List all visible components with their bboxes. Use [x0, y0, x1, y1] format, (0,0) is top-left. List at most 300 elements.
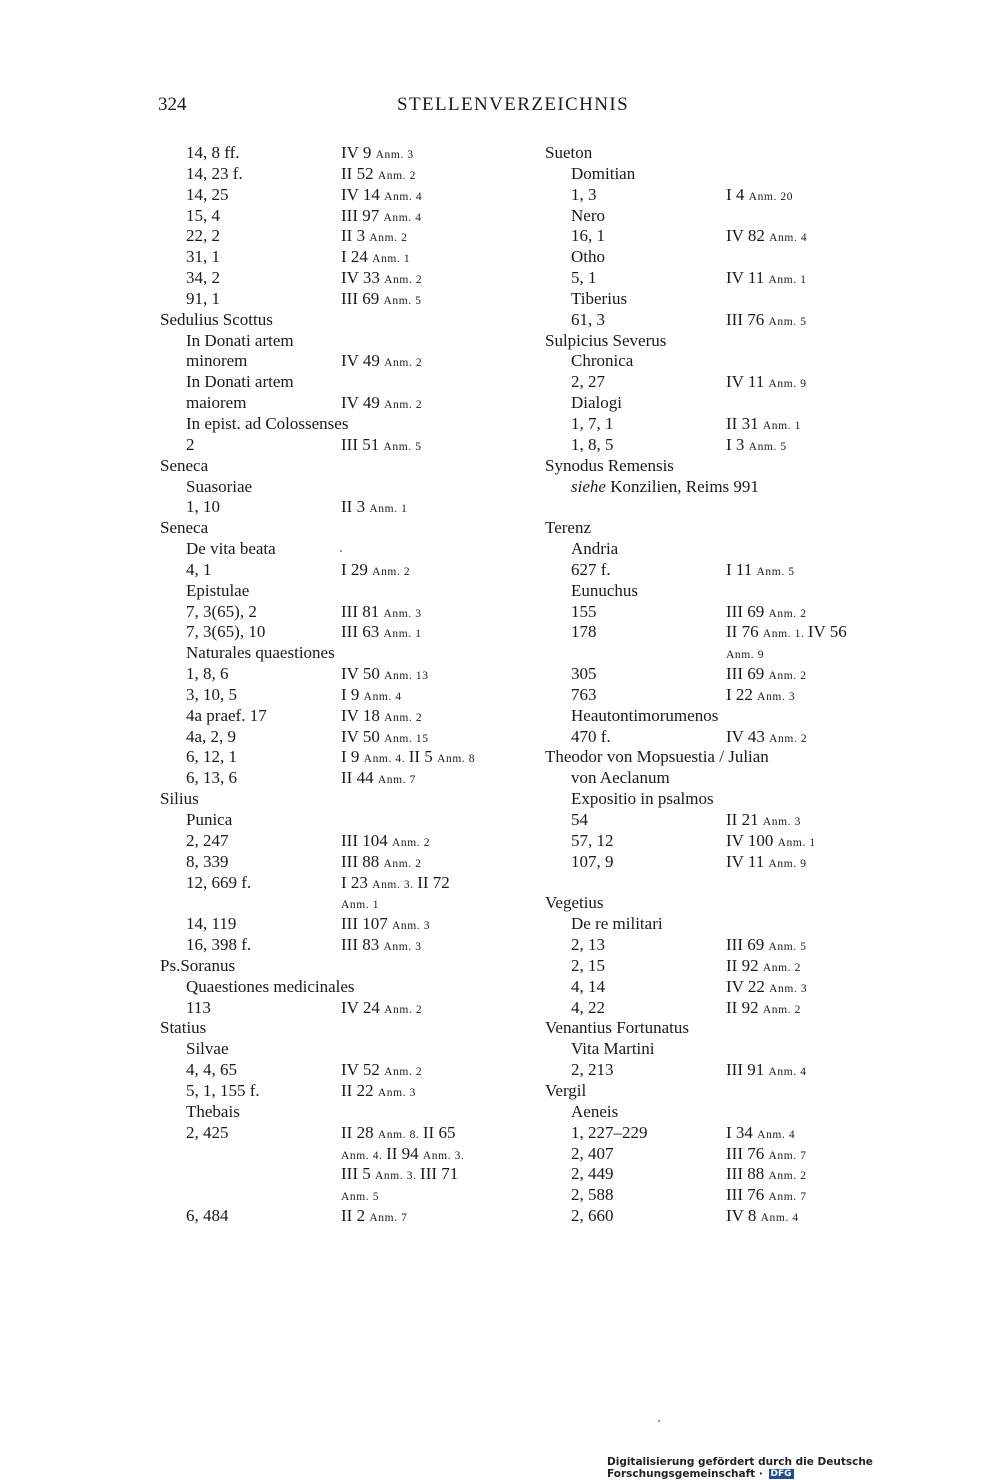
digitization-footer [607, 1456, 1000, 1480]
note-reference: Anm. 4 [384, 190, 423, 203]
page-reference [726, 435, 787, 458]
chapter-reference: IV 43 [726, 726, 770, 746]
page-reference [341, 998, 422, 1021]
index-entry [160, 956, 520, 977]
index-entry [545, 956, 905, 977]
index-entry [545, 351, 905, 372]
chapter-reference: IV 33 [341, 268, 385, 288]
index-entry [160, 706, 520, 727]
index-column-right [545, 143, 905, 1227]
index-entry [160, 435, 520, 456]
note-reference: Anm. 5 [768, 941, 807, 954]
chapter-reference: IV 11 [726, 851, 769, 871]
page-header [0, 94, 1000, 122]
chapter-reference: IV 11 [726, 372, 769, 392]
index-entry [545, 331, 905, 352]
note-reference: Anm. 1. [762, 628, 808, 641]
index-entry [545, 643, 905, 664]
index-entry [545, 1185, 905, 1206]
note-reference: Anm. 3 [769, 982, 808, 995]
page-reference [341, 914, 430, 937]
index-entry [160, 351, 520, 372]
index-author: Venantius Fortunatus [545, 1018, 690, 1038]
page-reference [341, 747, 475, 770]
chapter-reference: I 3 [726, 434, 749, 454]
index-entry [160, 747, 520, 768]
page-reference [341, 185, 422, 208]
note-reference: Anm. 2 [384, 357, 423, 370]
page-reference [726, 622, 847, 645]
index-entry [160, 164, 520, 185]
note-reference: Anm. 4 [768, 1066, 807, 1079]
index-entry [545, 706, 905, 727]
chapter-reference: II 94 [386, 1143, 423, 1163]
note-reference: Anm. 2 [384, 274, 423, 287]
index-entry [160, 414, 520, 435]
chapter-reference: I 4 [726, 184, 749, 204]
index-entry [545, 622, 905, 643]
chapter-reference: II 31 [726, 413, 763, 433]
index-entry [160, 1123, 520, 1144]
index-subentry: Quaestiones medicinales [186, 976, 355, 996]
chapter-reference: II 65 [422, 1122, 456, 1142]
note-reference: Anm. 2 [391, 836, 431, 849]
index-entry [160, 143, 520, 164]
index-entry [545, 873, 905, 894]
note-reference: Anm. 5 [383, 294, 422, 307]
index-subentry: 2, 247 [186, 830, 229, 850]
note-reference: Anm. 3 [391, 920, 431, 933]
page-reference [341, 852, 422, 875]
note-reference: Anm. 4 [383, 211, 422, 224]
index-entry [160, 977, 520, 998]
index-subentry: 12, 669 f. [186, 872, 252, 892]
index-subentry: Punica [186, 810, 233, 829]
index-entry [545, 372, 905, 393]
index-entry [545, 1018, 905, 1039]
index-entry [160, 1039, 520, 1060]
chapter-reference: II 2 [341, 1206, 370, 1226]
index-entry [160, 1164, 520, 1185]
index-entry [160, 1081, 520, 1102]
index-entry [160, 226, 520, 247]
note-reference: Anm. 1 [768, 274, 807, 287]
index-subentry: In Donati artem [186, 372, 294, 392]
chapter-reference: II 5 [408, 747, 438, 767]
index-subentry: 1, 8, 5 [571, 434, 614, 454]
index-subentry: 2, 425 [186, 1122, 229, 1142]
page-reference [341, 664, 429, 687]
index-subentry: Eunuchus [571, 580, 639, 600]
index-entry [545, 914, 905, 935]
index-subentry: 305 [571, 664, 597, 684]
note-reference: Anm. 1 [341, 899, 380, 912]
index-subentry: 5, 1, 155 f. [186, 1080, 260, 1100]
chapter-reference: III 107 [341, 914, 392, 934]
index-subentry: 4a, 2, 9 [186, 726, 237, 746]
index-subentry: 16, 1 [571, 226, 605, 246]
index-subentry: 54 [571, 810, 588, 829]
index-subentry: 57, 12 [571, 830, 614, 850]
note-reference: Anm. 4 [760, 1212, 799, 1225]
dfg-logo: DFG [770, 1469, 792, 1479]
page-reference [341, 1164, 458, 1187]
chapter-reference: III 97 [341, 205, 384, 225]
chapter-reference: IV 56 [807, 622, 847, 642]
chapter-reference: II 3 [341, 497, 370, 517]
chapter-reference: I 34 [726, 1122, 758, 1142]
page-reference [341, 435, 422, 458]
chapter-reference: III 69 [726, 664, 769, 684]
index-author: Terenz [545, 518, 591, 538]
note-reference: Anm. 5 [383, 440, 422, 453]
index-subentry: von Aeclanum [571, 768, 670, 788]
index-entry [160, 456, 520, 477]
scan-speck [658, 1420, 660, 1422]
note-reference: Anm. 9 [768, 378, 807, 391]
index-entry [545, 747, 905, 768]
note-reference: Anm. 2 [383, 857, 422, 870]
page-reference [726, 602, 807, 625]
index-entry [545, 477, 905, 498]
index-entry [160, 622, 520, 643]
chapter-reference: IV 22 [726, 976, 770, 996]
index-entry [160, 852, 520, 873]
chapter-reference: II 3 [341, 226, 370, 246]
index-entry [545, 560, 905, 581]
page-reference [726, 1123, 795, 1146]
see-reference-marker: siehe [571, 476, 606, 496]
chapter-reference: III 104 [341, 830, 392, 850]
index-subentry: 6, 484 [186, 1206, 229, 1226]
note-reference: Anm. 7 [768, 1191, 807, 1204]
chapter-reference: II 52 [341, 163, 378, 183]
chapter-reference: III 81 [341, 601, 384, 621]
note-reference: Anm. 2 [768, 1170, 807, 1183]
chapter-reference: III 76 [726, 1185, 769, 1205]
page-reference [726, 810, 801, 833]
note-reference: Anm. 5 [756, 565, 795, 578]
index-entry [160, 685, 520, 706]
index-subentry: Heautontimorumenos [571, 705, 719, 725]
note-reference: Anm. 5 [748, 440, 787, 453]
chapter-reference: II 72 [417, 872, 450, 892]
index-entry [160, 310, 520, 331]
chapter-reference: I 11 [726, 559, 757, 579]
index-entry [545, 518, 905, 539]
index-entry [160, 602, 520, 623]
index-author: Ps.Soranus [160, 955, 236, 975]
index-entry [545, 768, 905, 789]
index-entry [160, 1206, 520, 1227]
note-reference: Anm. 1 [372, 253, 411, 266]
chapter-reference: III 91 [726, 1060, 769, 1080]
index-subentry: maiorem [186, 393, 247, 413]
index-subentry: Tiberius [571, 288, 628, 308]
note-reference: Anm. 8. [377, 1128, 423, 1141]
index-entry [545, 289, 905, 310]
index-entry [160, 1102, 520, 1123]
page-reference [341, 393, 422, 416]
index-locus: 31, 1 [186, 247, 220, 267]
index-subentry: Epistulae [186, 580, 250, 600]
index-entry [545, 1123, 905, 1144]
chapter-reference: III 83 [341, 935, 384, 955]
index-entry [545, 581, 905, 602]
index-entry [545, 685, 905, 706]
index-entry [160, 1185, 520, 1206]
note-reference: Anm. 3 [757, 690, 796, 703]
index-entry [160, 560, 520, 581]
page-reference [341, 226, 407, 249]
index-subentry: 2, 660 [571, 1206, 614, 1226]
note-reference: Anm. 3 [375, 149, 414, 161]
index-entry [545, 247, 905, 268]
note-reference: Anm. 2 [377, 169, 416, 182]
index-locus: 15, 4 [186, 205, 220, 225]
index-entry [160, 477, 520, 498]
page-reference [726, 935, 807, 958]
index-entry [545, 1144, 905, 1165]
index-subentry: 470 f. [571, 726, 611, 746]
page-reference [726, 560, 795, 583]
index-entry [545, 393, 905, 414]
index-subentry: Naturales quaestiones [186, 643, 335, 663]
index-entry [160, 893, 520, 914]
index-subentry: 8, 339 [186, 851, 229, 871]
index-subentry: 4, 4, 65 [186, 1060, 237, 1080]
index-entry [160, 497, 520, 518]
chapter-reference: IV 52 [341, 1060, 385, 1080]
index-subentry: 4, 22 [571, 997, 605, 1017]
index-entry [160, 998, 520, 1019]
note-reference: Anm. 2 [372, 565, 411, 578]
index-subentry: 2 [186, 434, 195, 454]
chapter-reference: IV 82 [726, 226, 770, 246]
page-reference [341, 1060, 422, 1083]
note-reference: Anm. 8 [437, 753, 476, 766]
chapter-reference: IV 24 [341, 997, 385, 1017]
index-author: Seneca [160, 518, 209, 538]
index-entry [160, 1060, 520, 1081]
index-subentry: 1, 7, 1 [571, 413, 614, 433]
index-subentry: 2, 213 [571, 1060, 614, 1080]
note-reference: Anm. 3 [383, 941, 422, 954]
index-subentry: 627 f. [571, 559, 611, 579]
note-reference: Anm. 1 [383, 628, 422, 641]
chapter-reference: II 44 [341, 768, 378, 788]
index-entry [160, 268, 520, 289]
index-subentry: 1, 8, 6 [186, 664, 229, 684]
chapter-reference: IV 50 [341, 664, 385, 684]
page-reference [341, 622, 422, 645]
index-author: Synodus Remensis [545, 455, 674, 475]
index-entry [545, 268, 905, 289]
chapter-reference: III 63 [341, 622, 384, 642]
index-subentry: Thebais [186, 1101, 240, 1121]
page-reference [726, 226, 807, 249]
index-subentry: 155 [571, 601, 597, 621]
chapter-reference: III 69 [726, 935, 769, 955]
index-subentry: 7, 3(65), 2 [186, 601, 257, 621]
note-reference: Anm. 2 [769, 732, 808, 745]
page-reference [341, 602, 422, 625]
index-entry [545, 226, 905, 247]
index-subentry: 6, 12, 1 [186, 747, 237, 767]
note-reference: Anm. 9 [726, 649, 765, 662]
chapter-reference: III 88 [726, 1164, 769, 1184]
chapter-reference: IV 49 [341, 351, 385, 371]
chapter-reference: I 24 [341, 247, 373, 267]
note-reference: Anm. 2 [384, 711, 423, 724]
page-reference [341, 560, 410, 583]
note-reference: Anm. 3 [762, 816, 801, 828]
index-entry [545, 143, 905, 164]
page-reference [726, 372, 807, 395]
note-reference: Anm. 4. [363, 753, 409, 766]
index-entry [545, 1102, 905, 1123]
index-subentry: 1, 3 [571, 184, 597, 204]
page-reference [726, 310, 807, 333]
index-subentry: 7, 3(65), 10 [186, 622, 266, 642]
note-reference: Anm. 2 [384, 399, 423, 412]
index-entry [545, 810, 905, 831]
page-reference [341, 143, 414, 166]
index-subentry: 178 [571, 622, 597, 642]
page-reference [726, 852, 807, 875]
note-reference: Anm. 3 [383, 607, 422, 620]
index-subentry: In Donati artem [186, 330, 294, 350]
index-entry [545, 310, 905, 331]
chapter-reference: IV 100 [726, 830, 778, 850]
chapter-reference: IV 18 [341, 705, 385, 725]
running-title: STELLENVERZEICHNIS [397, 94, 630, 115]
note-reference: Anm. 2 [762, 961, 801, 974]
index-entry [545, 1039, 905, 1060]
index-author: Theodor von Mopsuestia / Julian [545, 747, 769, 767]
index-entry [160, 206, 520, 227]
index-locus: 91, 1 [186, 288, 220, 308]
index-entry [545, 1060, 905, 1081]
page-reference [726, 268, 807, 291]
index-author: Vergil [545, 1080, 587, 1100]
index-subentry: 4, 14 [571, 976, 605, 996]
index-subentry: 14, 119 [186, 914, 237, 934]
index-entry [545, 789, 905, 810]
note-reference: Anm. 3. [422, 1149, 465, 1162]
index-entry [545, 164, 905, 185]
page-reference [341, 768, 416, 791]
page-reference [726, 1164, 807, 1187]
chapter-reference: I 23 [341, 872, 373, 892]
index-subentry: 2, 15 [571, 955, 605, 975]
index-entry [160, 185, 520, 206]
note-reference: Anm. 20 [748, 190, 794, 203]
page-reference [341, 1185, 379, 1208]
index-column-left [160, 143, 520, 1227]
index-entry [160, 831, 520, 852]
index-locus: 14, 23 f. [186, 163, 243, 183]
page-reference [341, 727, 429, 750]
page-reference [726, 727, 807, 750]
index-subentry: minorem [186, 351, 248, 371]
index-subentry: 2, 449 [571, 1164, 614, 1184]
index-author: Statius [160, 1018, 207, 1038]
chapter-reference: II 21 [726, 810, 763, 829]
index-entry [160, 1144, 520, 1165]
chapter-reference: I 9 [341, 684, 364, 704]
page-reference [341, 935, 422, 958]
scan-speck [340, 550, 342, 552]
index-subentry: De vita beata [186, 539, 276, 559]
index-author: Sedulius Scottus [160, 309, 273, 329]
index-subentry: 5, 1 [571, 268, 597, 288]
index-entry [545, 602, 905, 623]
page-reference [726, 685, 795, 708]
page-reference [341, 1206, 407, 1229]
index-entry [545, 664, 905, 685]
index-entry [160, 914, 520, 935]
index-entry [160, 289, 520, 310]
index-entry [160, 768, 520, 789]
note-reference: Anm. 7 [768, 1149, 807, 1162]
index-subentry: Chronica [571, 351, 634, 371]
note-reference: Anm. 15 [384, 732, 429, 745]
page-reference [726, 643, 764, 666]
index-entry [545, 1164, 905, 1185]
index-author: Silius [160, 789, 199, 809]
index-subentry: 763 [571, 684, 597, 704]
note-reference: Anm. 1 [762, 419, 801, 432]
chapter-reference: III 69 [726, 601, 769, 621]
page-reference [341, 164, 416, 187]
index-entry [160, 331, 520, 352]
index-subentry: In epist. ad Colossenses [186, 413, 349, 433]
chapter-reference: IV 8 [726, 1206, 761, 1226]
chapter-reference: III 76 [726, 309, 769, 329]
note-reference: Anm. 9 [768, 857, 807, 870]
page-reference [726, 998, 801, 1021]
index-subentry: Expositio in psalmos [571, 789, 714, 809]
note-reference: Anm. 4 [769, 232, 808, 245]
note-reference: Anm. 2 [384, 1066, 423, 1079]
page-reference [341, 685, 402, 708]
note-reference: Anm. 5 [768, 315, 807, 328]
chapter-reference: II 28 [341, 1122, 378, 1142]
index-subentry: 2, 407 [571, 1143, 614, 1163]
note-reference: Anm. 2 [762, 1003, 801, 1016]
note-reference: Anm. 4 [363, 690, 402, 703]
index-entry [160, 372, 520, 393]
index-subentry: 4a praef. 17 [186, 705, 267, 725]
index-subentry: Otho [571, 247, 605, 267]
index-subentry [545, 477, 759, 498]
index-entry [160, 789, 520, 810]
chapter-reference: IV 14 [341, 184, 385, 204]
chapter-reference: II 22 [341, 1080, 378, 1100]
chapter-reference: IV 49 [341, 393, 385, 413]
page-reference [726, 414, 801, 437]
index-subentry: Domitian [571, 163, 636, 183]
index-entry [545, 497, 905, 518]
chapter-reference: II 76 [726, 622, 763, 642]
index-entry [545, 893, 905, 914]
chapter-reference: I 22 [726, 684, 758, 704]
index-subentry: 6, 13, 6 [186, 768, 237, 788]
index-subentry: 2, 588 [571, 1185, 614, 1205]
page-reference [341, 268, 422, 291]
index-entry [545, 435, 905, 456]
